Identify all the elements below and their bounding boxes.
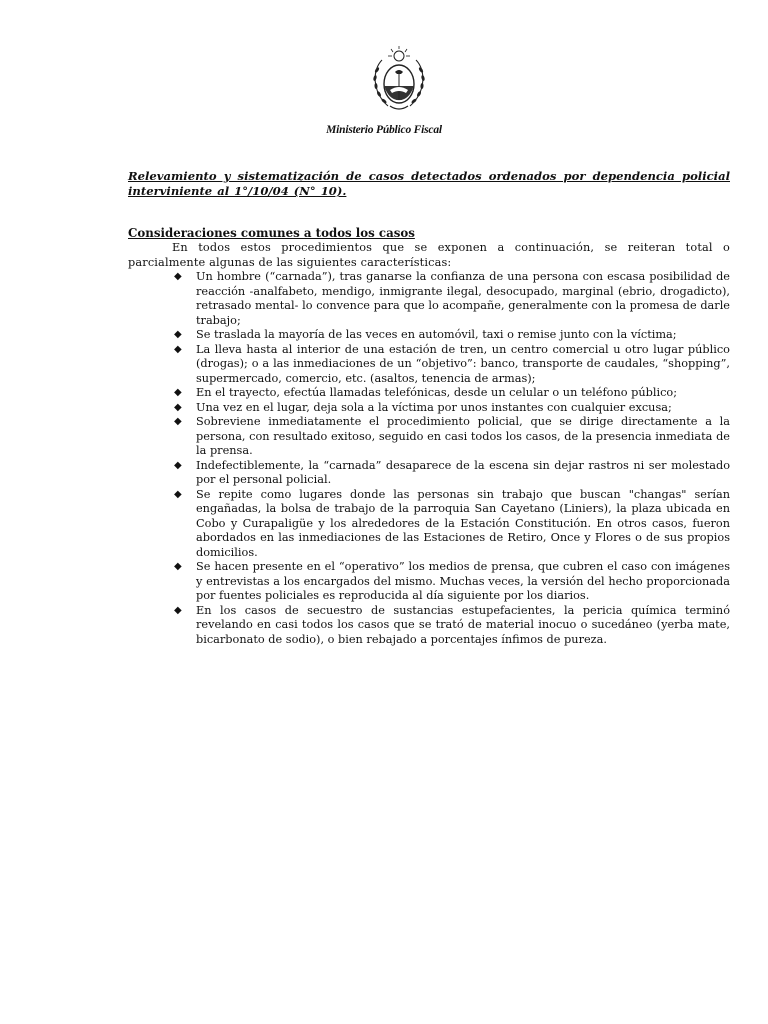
list-item [128, 270, 730, 328]
diamond-bullet-icon: ◆ [174, 416, 182, 427]
document-title: Relevamiento y sistematización de casos detectados ordenados por dependencia policial interviniente al 1°/10/04 (N° 10). [128, 169, 730, 198]
list-item-text: Se hacen presente en el “operativo” los medios de prensa, que cubren el caso con imágenes y entrevistas a los encargados del mismo. Muchas veces, la versión del hecho proporcionada por fuentes policiales es reproducida al día siguiente por los diarios. [196, 560, 730, 602]
list-item-text: En el trayecto, efectúa llamadas telefónicas, desde un celular o un teléfono público; [196, 386, 678, 399]
list-item [128, 560, 730, 604]
list-item [128, 343, 730, 387]
list-item [128, 415, 730, 459]
national-coat-of-arms-icon [368, 44, 430, 116]
diamond-bullet-icon: ◆ [174, 488, 182, 500]
diamond-bullet-icon: ◆ [174, 387, 182, 398]
list-item [128, 604, 730, 648]
diamond-bullet-icon: ◆ [174, 343, 182, 355]
list-item [128, 459, 730, 488]
diamond-bullet-icon: ◆ [174, 329, 182, 340]
characteristics-list [128, 270, 730, 647]
list-item [128, 401, 730, 416]
diamond-bullet-icon: ◆ [174, 459, 182, 471]
list-item-text: Un hombre (“carnada”), tras ganarse la confianza de una persona con escasa posibilidad de reacción -analfabeto, mendigo, inmigrante ilegal, desocupado, marginal (ebrio, drogadicto), retrasado mental- lo convence para que lo acompañe, generalmente con la promesa de darle trabajo; [196, 270, 730, 327]
list-item-text: Se traslada la mayoría de las veces en automóvil, taxi o remise junto con la víctima; [196, 328, 677, 341]
diamond-bullet-icon: ◆ [174, 271, 182, 282]
diamond-bullet-icon: ◆ [174, 561, 182, 572]
list-item-text: Indefectiblemente, la “carnada” desaparece de la escena sin dejar rastros ni ser molestado por el personal policial. [196, 458, 730, 486]
intro-paragraph: En todos estos procedimientos que se exponen a continuación, se reiteran total o parcialmente algunas de las siguientes características: [128, 241, 730, 269]
list-item [128, 328, 730, 343]
list-item-text: La lleva hasta al interior de una estación de tren, un centro comercial u otro lugar público (drogas); o a las inmediaciones de un “objetivo”: banco, transporte de caudales, “shopping”, supermercado, comercio, etc. (asaltos, tenencia de armas); [196, 342, 730, 385]
list-item-text: En los casos de secuestro de sustancias estupefacientes, la pericia química terminó revelando en casi todos los casos que se trató de material inocuo o sucedáneo (yerba mate, bicarbonato de sodio), o bien rebajado a porcentajes ínfimos de pureza. [196, 603, 730, 646]
diamond-bullet-icon: ◆ [174, 604, 182, 616]
list-item-text: Una vez en el lugar, deja sola a la víctima por unos instantes con cualquier excusa; [196, 400, 672, 414]
ministry-name: Ministerio Público Fiscal [326, 124, 442, 136]
list-item-text: Sobreviene inmediatamente el procedimiento policial, que se dirige directamente a la persona, con resultado exitoso, seguido en casi todos los casos, de la presencia inmediata de la prensa. [196, 415, 730, 457]
section-heading: Consideraciones comunes a todos los casos [128, 226, 415, 240]
list-item [128, 488, 730, 561]
list-item [128, 386, 730, 401]
list-item-text: Se repite como lugares donde las personas sin trabajo que buscan "changas" serían engañadas, la bolsa de trabajo de la parroquia San Cayetano (Liniers), la plaza ubicada en Cobo y Curapaligüe y los alrededores de la Estación Constitución. En otros casos, fueron abordados en las inmediaciones de las Estaciones de Retiro, Once y Flores o de sus propios domicilios. [196, 487, 730, 559]
diamond-bullet-icon: ◆ [174, 401, 182, 413]
